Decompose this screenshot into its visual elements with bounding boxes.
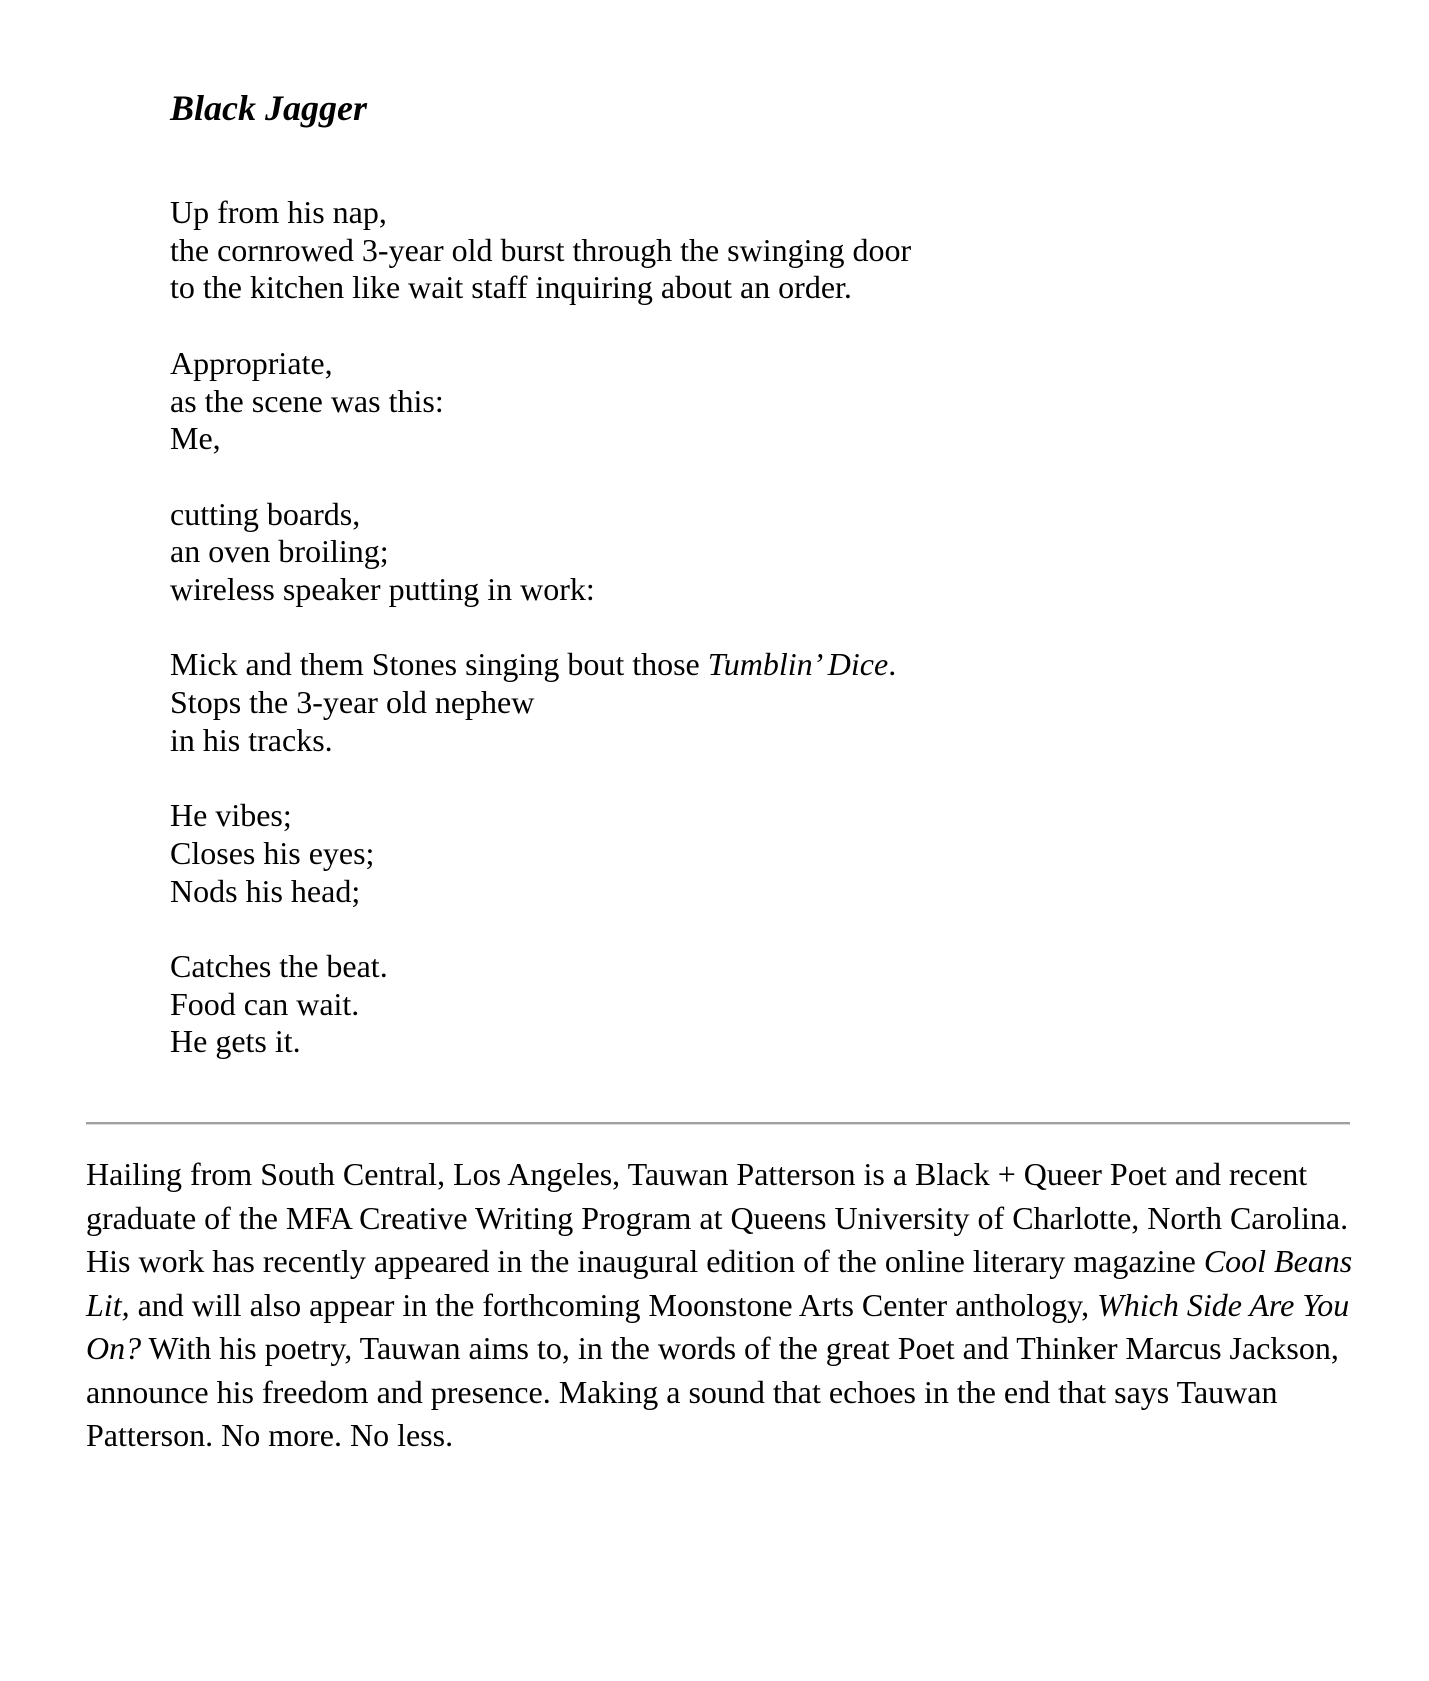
poem-line: Closes his eyes; [170, 834, 375, 871]
stanza-6 [170, 948, 1270, 1061]
stanza-1 [170, 194, 1270, 307]
stanza-4 [170, 646, 1270, 759]
poem-line: the cornrowed 3-year old burst through the swinging door [170, 231, 912, 268]
poem-line: as the scene was this: [170, 382, 444, 419]
poem-line: Appropriate, [170, 344, 333, 381]
stanza-3 [170, 496, 1270, 609]
poem-line: Stops the 3-year old nephew [170, 684, 535, 721]
author-bio [86, 1153, 1356, 1458]
bio-text: Hailing from South Central, Los Angeles, Tauwan Patterson is a Black + Queer Poet and recent graduate of the MFA Creative Writing Program at Queens University of Charlotte, North Carolina. His work has recently appeared in the inaugural edition of the online literary magazine [86, 1156, 1349, 1279]
poem [170, 82, 1270, 1099]
poem-line: He vibes; [170, 797, 292, 834]
anthology-title: Which Side Are You On? [86, 1286, 1350, 1366]
poem-line: an oven broiling; [170, 533, 389, 570]
poem-line: wireless speaker putting in work: [170, 571, 595, 607]
poem-title: Black Jagger [170, 88, 367, 128]
stanza-5 [170, 797, 1270, 910]
poem-line: Nods his head; [170, 872, 361, 909]
poem-line: cutting boards, [170, 495, 361, 532]
poem-line: Up from his nap, [170, 194, 387, 230]
magazine-title: Cool Beans Lit, [86, 1243, 1353, 1323]
bio-text: and will also appear in the forthcoming Moonstone Arts Center anthology, [129, 1286, 1098, 1323]
song-title: Tumblin’ Dice [707, 646, 889, 683]
poem-line-text: Mick and them Stones singing bout those [170, 646, 708, 683]
poem-line: Me, [170, 420, 221, 457]
horizontal-divider [86, 1122, 1350, 1125]
poem-line: in his tracks. [170, 721, 333, 758]
stanza-2 [170, 345, 1270, 458]
poem-line: to the kitchen like wait staff inquiring about an order. [170, 269, 852, 306]
poem-line: Mick and them Stones singing bout those Tumblin’ Dice. [170, 646, 897, 683]
poem-line: Food can wait. [170, 985, 360, 1022]
bio-text: With his poetry, Tauwan aims to, in the words of the great Poet and Thinker Marcus Jackson, announce his freedom and presence. Making a sound that echoes in the end that says Tauwan Patterson. No more. No less. [86, 1330, 1339, 1453]
poem-line: Catches the beat. [170, 947, 388, 984]
poem-line: He gets it. [170, 1023, 301, 1060]
